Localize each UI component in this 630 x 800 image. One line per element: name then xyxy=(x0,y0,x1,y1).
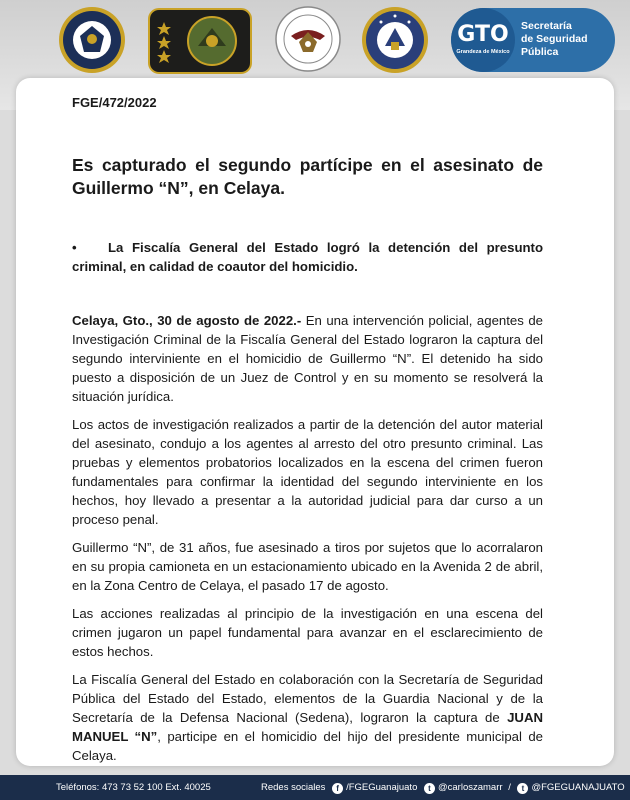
paragraph-2: Los actos de investigación realizados a partir de la detención del autor material del asesinato, condujo a los agentes al arresto del otro presunto criminal. Las pruebas y elementos probatorios localizados en la escena del crimen fueron fundamentales para confirmar la identidad del segundo interviniente en los hechos, hoy llevado a presentar a la autoridad judicial para dar curso a un proceso penal. xyxy=(72,417,543,527)
twitter-icon: t xyxy=(424,783,435,794)
twitter-icon: t xyxy=(517,783,528,794)
document-headline: Es capturado el segundo partícipe en el asesinato de Guillermo “N”, en Celaya. xyxy=(72,155,543,198)
document-bullet xyxy=(72,238,543,276)
gto-security-badge xyxy=(451,8,615,72)
paragraph-5 xyxy=(72,670,543,765)
paragraph-5-text-before: La Fiscalía General del Estado en colaboración con la Secretaría de Seguridad Pública del Estado del Estado, elementos de la Guardia Nacional y de la Secretaría de la Defensa Nacional (Sedena), lograron la captura de xyxy=(72,672,543,725)
paragraph-5-text-after: , participe en el homicidio del hijo del presidente municipal de Celaya. xyxy=(72,729,543,763)
paragraph-1 xyxy=(72,311,543,406)
footer-twitter-link[interactable]: @carloszamarr xyxy=(438,782,503,793)
paragraph-1-text: En una intervención policial, agentes de Investigación Criminal de la Fiscalía General del Estado lograron la captura del segundo interviniente en el homicidio de Guillermo “N”. El detenido ha sido puesto a disposición de un Juez de Control y en su momento se resolverá la situación jurídica. xyxy=(72,313,543,404)
paragraph-3: Guillermo “N”, de 31 años, fue asesinado a tiros por sujetos que lo acorralaron en su propia camioneta en un estacionamiento ubicado en la Avenida 2 de abril, en la Zona Centro de Celaya, el pasado 17 de agosto. xyxy=(72,540,543,593)
paragraph-4: Las acciones realizadas al principio de la investigación en una escena del crimen jugaron un papel fundamental para avanzar en el esclarecimiento de estos hechos. xyxy=(72,606,543,659)
fge-guanajuato-seal-icon xyxy=(58,6,126,74)
gto-agency-name xyxy=(521,20,611,59)
gto-agency-line3: Pública xyxy=(521,46,559,58)
footer-social-label: Redes sociales xyxy=(261,782,326,793)
footer-social xyxy=(261,775,625,800)
facebook-icon: f xyxy=(332,783,343,794)
sedena-emblem-icon xyxy=(148,8,252,74)
bullet-text: La Fiscalía General del Estado logró la detención del presunto criminal, en calidad de coautor del homicidio. xyxy=(72,240,543,274)
footer-bar xyxy=(0,775,630,800)
footer-twitter2-link[interactable]: @FGEGUANAJUATO xyxy=(531,782,625,793)
gto-agency-line2: de Seguridad xyxy=(521,33,588,45)
dateline: Celaya, Gto., 30 de agosto de 2022.- xyxy=(72,313,302,328)
footer-facebook-link[interactable]: /FGEGuanajuato xyxy=(346,782,418,793)
gto-agency-line1: Secretaría xyxy=(521,20,572,32)
guardia-nacional-seal-icon xyxy=(275,6,341,72)
aic-seal-icon xyxy=(361,6,429,74)
gto-badge-container xyxy=(451,8,615,72)
detainee-name: JUAN MANUEL “N” xyxy=(72,710,543,744)
gto-circle-icon xyxy=(451,8,515,72)
gto-word: GTO xyxy=(457,22,509,47)
document-reference: FGE/472/2022 xyxy=(72,95,157,110)
document-body xyxy=(72,95,543,774)
gto-tagline: Grandeza de México xyxy=(456,49,510,55)
footer-separator: / xyxy=(508,782,511,793)
bullet-icon: • xyxy=(72,240,77,255)
logo-strip xyxy=(0,6,630,76)
footer-phone: Teléfonos: 473 73 52 100 Ext. 40025 xyxy=(56,782,211,793)
